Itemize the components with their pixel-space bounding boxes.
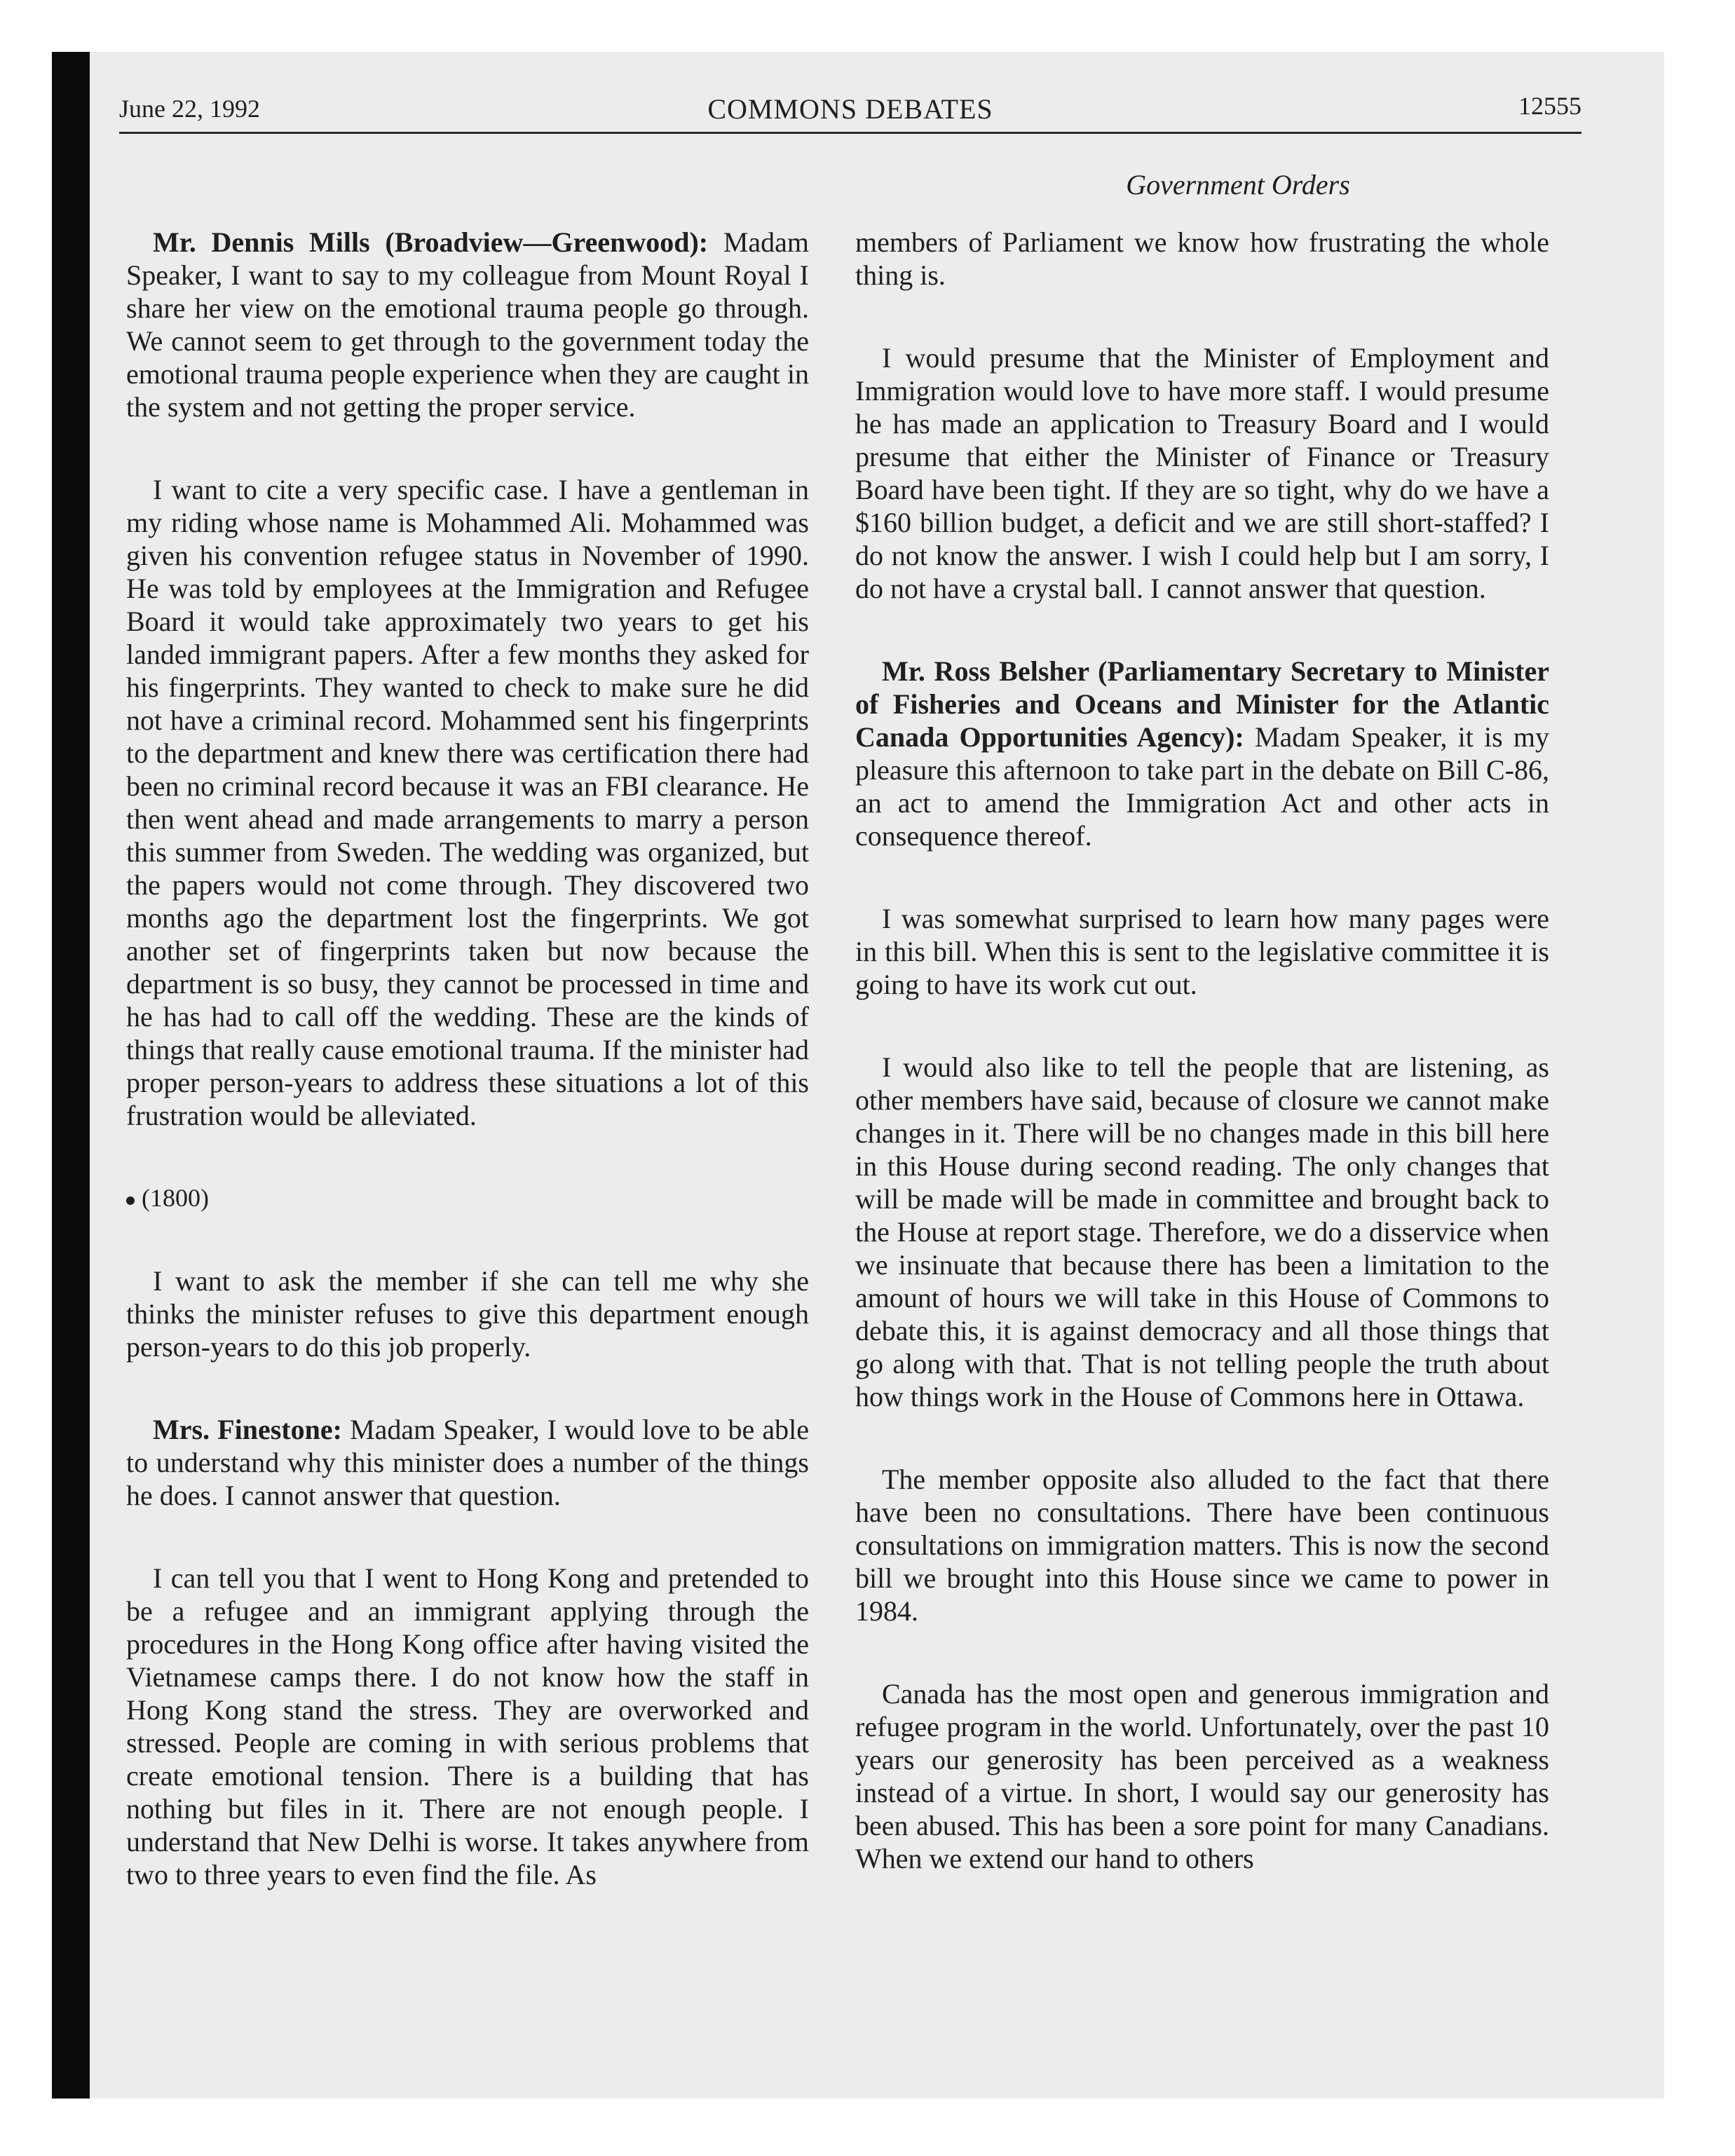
- speaker-name: Mrs. Finestone:: [153, 1414, 342, 1445]
- speaker-name: Mr. Ross Belsher (Parliamentary Secretary to Minister of Fisheries and Oceans and Minister for the Atlantic Canada Opportunities Agency):: [855, 655, 1549, 753]
- paragraph: [126, 226, 809, 423]
- paragraph-text: Madam Speaker, I want to say to my colleague from Mount Royal I share her view on the emotional trauma people go through. We cannot seem to get through to the government today the emotional trauma people experience when they are caught in the system and not getting the proper service.: [126, 226, 809, 423]
- left-column: [126, 226, 809, 1941]
- timestamp-text: (1800): [142, 1184, 209, 1212]
- page-number: 12555: [1518, 92, 1581, 120]
- paragraph: [126, 1413, 809, 1512]
- paragraph: I want to cite a very specific case. I have a gentleman in my riding whose name is Mohammed Ali. Mohammed was given his convention refugee status in November of 1990. He was told by employees at the Immigration and Refugee Board it would take approximately two years to get his landed immigrant papers. After a few months they asked for his fingerprints. They wanted to check to make sure he did not have a criminal record. Mohammed sent his fingerprints to the department and knew there was certification there had been no criminal record because it was an FBI clearance. He then went ahead and made arrangements to marry a person this summer from Sweden. The wedding was organized, but the papers would not come through. They discovered two months ago the department lost the fingerprints. We got another set of fingerprints taken but now because the department is so busy, they cannot be processed in time and he has had to call off the wedding. These are the kinds of things that really cause emotional trauma. If the minister had proper person-years to address these situations a lot of this frustration would be alleviated.: [126, 474, 809, 1131]
- timestamp: [126, 1182, 809, 1215]
- header-date: June 22, 1992: [119, 95, 260, 123]
- paragraph: I would also like to tell the people that are listening, as other members have said, because of closure we cannot make changes in it. There will be no changes made in this bill here in this House during second reading. The only changes that will be made will be made in committee and brought back to the House at report stage. Therefore, we do a disservice when we insinuate that because there has been a limitation to the amount of hours we will take in this House of Commons to debate this, it is against democracy and all those things that go along with that. That is not telling people the truth about how things work in the House of Commons here in Ottawa.: [855, 1051, 1549, 1412]
- paragraph: I was somewhat surprised to learn how many pages were in this bill. When this is sent to the legislative committee it is going to have its work cut out.: [855, 903, 1549, 1000]
- paragraph: I would presume that the Minister of Employment and Immigration would love to have more staff. I would presume he has made an application to Treasury Board and I would presume that either the Minister of Finance or Treasury Board have been tight. If they are so tight, why do we have a $160 billion budget, a deficit and we are still short-staffed? I do not know the answer. I wish I could help but I am sorry, I do not have a crystal ball. I cannot answer that question.: [855, 342, 1549, 604]
- paragraph: The member opposite also alluded to the fact that there have been no consultations. There have been continuous consultations on immigration matters. This is now the second bill we brought into this House since we came to power in 1984.: [855, 1464, 1549, 1627]
- paragraph: Canada has the most open and generous immigration and refugee program in the world. Unfortunately, over the past 10 years our generosity has been perceived as a weakness instead of a virtue. In short, I would say our generosity has been abused. This has been a sore point for many Canadians. When we extend our hand to others: [855, 1678, 1549, 1874]
- paragraph-text: Madam Speaker, it is my pleasure this afternoon to take part in the debate on Bill C-86, an act to amend the Immigration Act and other acts in consequence thereof.: [855, 721, 1549, 852]
- speaker-name: Mr. Dennis Mills (Broadview—Greenwood):: [153, 226, 709, 258]
- right-column: [855, 226, 1549, 1925]
- paragraph: I can tell you that I went to Hong Kong and pretended to be a refugee and an immigrant applying through the procedures in the Hong Kong office after having visited the Vietnamese camps there. I do not know how the staff in Hong Kong stand the stress. They are overworked and stressed. People are coming in with serious problems that create emotional tension. There is a building that has nothing but files in it. There are not enough people. I understand that New Delhi is worse. It takes anywhere from two to three years to even find the file. As: [126, 1562, 809, 1890]
- paragraph: [855, 655, 1549, 852]
- bullet-icon: [126, 1196, 135, 1205]
- paragraph: members of Parliament we know how frustrating the whole thing is.: [855, 226, 1549, 291]
- paragraph: I want to ask the member if she can tell me why she thinks the minister refuses to give this department enough person-years to do this job properly.: [126, 1265, 809, 1363]
- binding-edge: [52, 52, 90, 2099]
- section-heading: Government Orders: [1126, 169, 1350, 200]
- header-title: COMMONS DEBATES: [707, 93, 993, 125]
- running-header: [119, 88, 1581, 134]
- paragraph-text: Madam Speaker, I would love to be able to understand why this minister does a number of the things he does. I cannot answer that question.: [126, 1414, 810, 1511]
